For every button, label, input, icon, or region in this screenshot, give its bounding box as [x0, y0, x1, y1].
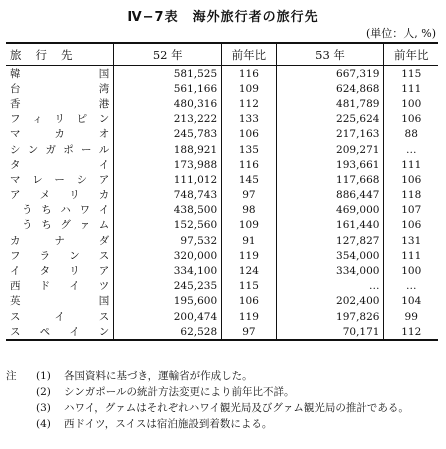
ratio-52-cell: 109 [222, 218, 276, 233]
count-53-cell: 127,827 [276, 233, 384, 248]
count-52-cell: 62,528 [114, 324, 222, 340]
count-53-cell: 193,661 [276, 157, 384, 172]
destination-name: タ イ [10, 158, 110, 171]
destination-name: ア メ リ カ [10, 189, 110, 202]
ratio-52-cell: 106 [222, 127, 276, 142]
table-row [6, 66, 438, 82]
ratio-53-cell: 112 [384, 324, 438, 340]
table-row [6, 81, 438, 96]
table-title: Ⅳ−7表 海外旅行者の旅行先 [127, 10, 319, 25]
ratio-53-cell: 118 [384, 188, 438, 203]
unit-label: (単位：人, %) [365, 27, 436, 40]
destination-cell [6, 309, 114, 324]
table-row [6, 142, 438, 157]
destination-cell [6, 112, 114, 127]
destination-name: シ ン ガ ポ ー ル [10, 143, 110, 156]
footnote-lead [6, 416, 36, 432]
ratio-52-cell: 145 [222, 172, 276, 187]
count-53-cell: 202,400 [276, 294, 384, 309]
footnote-number: (2) [36, 386, 51, 398]
destination-name: 英 国 [10, 295, 110, 308]
footnote-lead: 注 [6, 370, 17, 382]
table-row [6, 203, 438, 218]
count-52-cell: 438,500 [114, 203, 222, 218]
footnote-lead [6, 400, 36, 416]
footnotes [6, 368, 409, 432]
ratio-53-cell: 104 [384, 294, 438, 309]
destination-name: イ タ リ ア [10, 265, 110, 278]
ratio-53-cell: 111 [384, 157, 438, 172]
ratio-52-cell: 91 [222, 233, 276, 248]
destination-name: 西 ド イ ツ [10, 280, 110, 293]
count-52-cell: 111,012 [114, 172, 222, 187]
table-row [6, 96, 438, 111]
table-row [6, 324, 438, 340]
ratio-52-cell: 116 [222, 66, 276, 82]
ratio-53-cell: 106 [384, 172, 438, 187]
ratio-52-cell: 119 [222, 248, 276, 263]
ratio-52-cell: 97 [222, 324, 276, 340]
destination-name: ス ペ イ ン [10, 325, 110, 338]
count-52-cell: 245,783 [114, 127, 222, 142]
table-row [6, 263, 438, 278]
ratio-53-cell: 111 [384, 81, 438, 96]
count-52-cell: 213,222 [114, 112, 222, 127]
count-52-cell: 561,166 [114, 81, 222, 96]
ratio-53-cell: 111 [384, 248, 438, 263]
count-52-cell: 188,921 [114, 142, 222, 157]
destination-name: フ ラ ン ス [10, 249, 110, 262]
count-53-cell: 667,319 [276, 66, 384, 82]
ratio-53-cell: 100 [384, 263, 438, 278]
destination-cell [6, 203, 114, 218]
destination-cell [6, 233, 114, 248]
footnote-number: (1) [36, 370, 51, 382]
ratio-53-cell: 107 [384, 203, 438, 218]
table-row [6, 294, 438, 309]
destination-name: マ レ ー シ ア [10, 173, 110, 186]
destination-cell [6, 324, 114, 340]
table-row [6, 248, 438, 263]
ratio-52-cell: 133 [222, 112, 276, 127]
destination-cell [6, 142, 114, 157]
table-body [6, 66, 438, 341]
ratio-53-cell: 99 [384, 309, 438, 324]
ratio-53-cell: 88 [384, 127, 438, 142]
footnote-number: (3) [36, 402, 51, 414]
ratio-52-cell: 119 [222, 309, 276, 324]
destination-name: フ ィ リ ピ ン [10, 113, 110, 126]
footnote-number: (4) [36, 418, 51, 430]
ratio-52-cell: 109 [222, 81, 276, 96]
count-53-cell: 161,440 [276, 218, 384, 233]
destination-name: 韓 国 [10, 67, 110, 80]
ratio-52-cell: 124 [222, 263, 276, 278]
destination-cell [6, 263, 114, 278]
table-row [6, 309, 438, 324]
count-53-cell: 217,163 [276, 127, 384, 142]
ratio-53-cell: 115 [384, 66, 438, 82]
count-52-cell: 200,474 [114, 309, 222, 324]
table-row [6, 112, 438, 127]
count-52-cell: 480,316 [114, 96, 222, 111]
footnote [6, 416, 409, 432]
destination-cell [6, 81, 114, 96]
destination-name: マ カ オ [10, 128, 110, 141]
destination-cell [6, 172, 114, 187]
destination-cell [6, 279, 114, 294]
count-52-cell: 195,600 [114, 294, 222, 309]
count-53-cell: … [276, 279, 384, 294]
destination-cell [6, 188, 114, 203]
destination-cell [6, 66, 114, 82]
ratio-53-cell: 131 [384, 233, 438, 248]
footnote-text: ハワイ，グァムはそれぞれハワイ観光局及びグァム観光局の推計である。 [64, 402, 409, 414]
ratio-52-cell: 116 [222, 157, 276, 172]
table-row [6, 157, 438, 172]
destination-name: う ち グ ァ ム [22, 219, 110, 232]
ratio-52-cell: 98 [222, 203, 276, 218]
header-year-52: 52 年 [114, 43, 222, 66]
destination-name: 台 湾 [10, 82, 110, 95]
ratio-53-cell: … [384, 142, 438, 157]
ratio-53-cell: 106 [384, 112, 438, 127]
count-53-cell: 197,826 [276, 309, 384, 324]
header-ratio-52: 前年比 [222, 43, 276, 66]
header-year-53: 53 年 [276, 43, 384, 66]
count-53-cell: 624,868 [276, 81, 384, 96]
count-52-cell: 245,235 [114, 279, 222, 294]
footnote-text: シンガポールの統計方法変更により前年比不詳。 [64, 386, 295, 398]
footnote-text: 各国資料に基づき，運輸省が作成した。 [64, 370, 253, 382]
destinations-table [6, 42, 438, 341]
destination-cell [6, 294, 114, 309]
destination-name: カ ナ ダ [10, 234, 110, 247]
count-52-cell: 173,988 [114, 157, 222, 172]
count-53-cell: 225,624 [276, 112, 384, 127]
table-row [6, 172, 438, 187]
ratio-53-cell: 106 [384, 218, 438, 233]
count-52-cell: 97,532 [114, 233, 222, 248]
ratio-52-cell: 112 [222, 96, 276, 111]
table-header-row [6, 43, 438, 66]
ratio-52-cell: 106 [222, 294, 276, 309]
count-53-cell: 886,447 [276, 188, 384, 203]
count-53-cell: 70,171 [276, 324, 384, 340]
count-53-cell: 354,000 [276, 248, 384, 263]
table-row [6, 218, 438, 233]
destination-cell [6, 127, 114, 142]
count-53-cell: 209,271 [276, 142, 384, 157]
count-53-cell: 481,789 [276, 96, 384, 111]
count-53-cell: 117,668 [276, 172, 384, 187]
destination-cell [6, 157, 114, 172]
count-52-cell: 334,100 [114, 263, 222, 278]
destination-name: う ち ハ ワ イ [22, 204, 110, 217]
count-52-cell: 152,560 [114, 218, 222, 233]
header-ratio-53: 前年比 [384, 43, 438, 66]
destination-name: ス イ ス [10, 310, 110, 323]
count-53-cell: 334,000 [276, 263, 384, 278]
count-52-cell: 748,743 [114, 188, 222, 203]
footnote-text: 西ドイツ，スイスは宿泊施設到着数による。 [64, 418, 273, 430]
header-destination: 旅行先 [6, 43, 114, 66]
table-row [6, 233, 438, 248]
table-row [6, 127, 438, 142]
count-52-cell: 320,000 [114, 248, 222, 263]
footnote [6, 400, 409, 416]
destination-name: 香 港 [10, 97, 110, 110]
ratio-53-cell: … [384, 279, 438, 294]
ratio-52-cell: 97 [222, 188, 276, 203]
footnote [6, 368, 409, 384]
footnote [6, 384, 409, 400]
footnote-lead [6, 384, 36, 400]
table-row [6, 279, 438, 294]
destination-cell [6, 96, 114, 111]
ratio-52-cell: 115 [222, 279, 276, 294]
count-52-cell: 581,525 [114, 66, 222, 82]
destination-cell [6, 218, 114, 233]
ratio-52-cell: 135 [222, 142, 276, 157]
count-53-cell: 469,000 [276, 203, 384, 218]
ratio-53-cell: 100 [384, 96, 438, 111]
table-row [6, 188, 438, 203]
destination-cell [6, 248, 114, 263]
